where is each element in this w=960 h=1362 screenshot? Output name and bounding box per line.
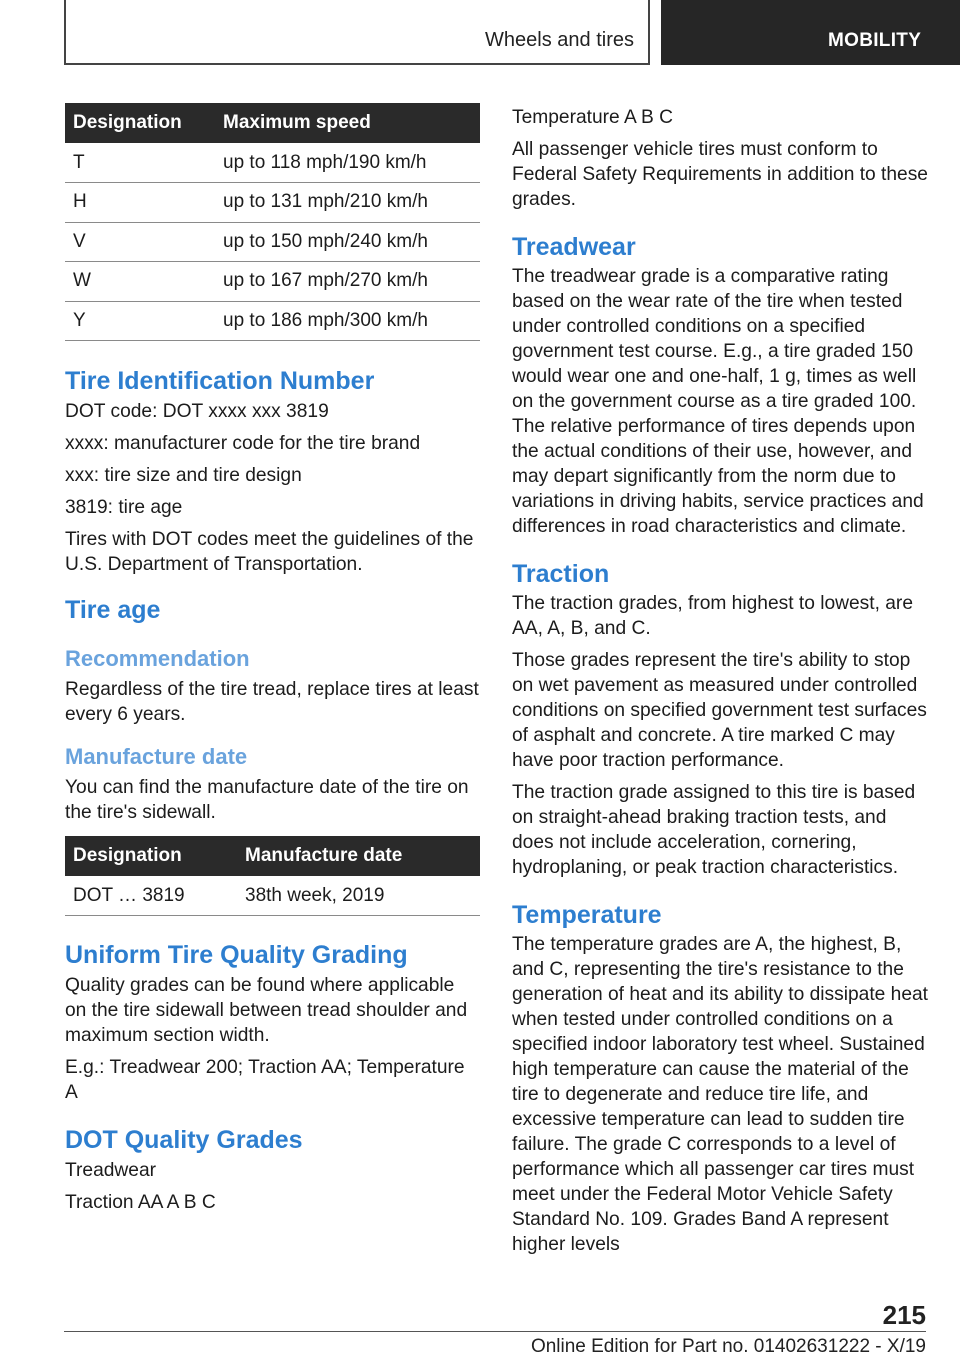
recommendation-text: Regardless of the tire tread, replace tires at least every 6 years. <box>65 679 479 725</box>
footer-divider <box>64 1331 926 1332</box>
tire-age-heading: Tire age <box>65 596 161 624</box>
table-cell: W <box>65 262 215 302</box>
header-chapter-title: MOBILITY <box>828 30 922 51</box>
traction-text: The traction grade assigned to this tire is based on straight-ahead braking traction tests, and does not include acceleration, cornering, hydroplaning, or peak traction characteristics. <box>512 782 916 878</box>
table-cell: H <box>65 183 215 223</box>
conformity-text: All passenger vehicle tires must conform to Federal Safety Requirements in addition to these grades. <box>512 139 928 210</box>
traction-text: The traction grades, from highest to lowest, are AA, A, B, and C. <box>512 593 913 639</box>
table-row <box>65 876 480 916</box>
tin-line: xxx: tire size and tire design <box>65 465 302 486</box>
traction-text: Those grades represent the tire's ability to stop on wet pavement as measured under controlled conditions on specified government test surfaces of asphalt and concrete. A tire marked C may have poor traction performance. <box>512 650 927 771</box>
treadwear-heading: Treadwear <box>512 233 636 261</box>
manufacture-date-text: You can find the manufacture date of the tire on the tire's sidewall. <box>65 777 469 823</box>
manufacture-date-table <box>65 836 480 916</box>
header-section-frame <box>64 0 650 65</box>
left-column <box>65 103 480 1222</box>
temperature-grades-line: Temperature A B C <box>512 107 674 128</box>
dot-grades-line: Treadwear <box>65 1160 156 1181</box>
page-number: 215 <box>882 1300 926 1330</box>
table-header-cell: Manufacture date <box>237 836 480 876</box>
speed-rating-table <box>65 103 480 341</box>
recommendation-heading: Recommendation <box>65 646 250 671</box>
table-cell: T <box>65 143 215 183</box>
footer-edition: Online Edition for Part no. 01402631222 - X/19 <box>530 1336 926 1357</box>
dot-grades-heading: DOT Quality Grades <box>65 1126 303 1154</box>
tin-line: xxxx: manufacturer code for the tire brand <box>65 433 421 454</box>
table-row <box>65 222 480 262</box>
table-cell: up to 131 mph/210 km/h <box>215 183 480 223</box>
tin-heading: Tire Identification Number <box>65 367 375 395</box>
header-section-title: Wheels and tires <box>485 29 634 51</box>
utqg-heading: Uniform Tire Quality Grading <box>65 941 408 969</box>
table-row <box>65 301 480 341</box>
table-header-cell: Maximum speed <box>215 103 480 143</box>
table-cell: V <box>65 222 215 262</box>
temperature-heading: Temperature <box>512 901 662 929</box>
dot-grades-line: Traction AA A B C <box>65 1192 216 1213</box>
header-chapter-tab <box>661 0 960 65</box>
utqg-paragraph: Quality grades can be found where applicable on the tire sidewall between tread shoulder and maximum section width. <box>65 975 468 1046</box>
table-header-cell: Designation <box>65 103 215 143</box>
table-cell: up to 118 mph/190 km/h <box>215 143 480 183</box>
treadwear-text: The treadwear grade is a comparative rating based on the wear rate of the tire when tested under controlled conditions on a specified government test course. E.g., a tire graded 150 would wear one and one-half, 1 g, times as well on the government course as a tire graded 100. The relative performance of tires depends upon the actual conditions of their use, however, and may depart significantly from the norm due to variations in driving habits, service practices and differences in road characteristics and climate. <box>512 266 924 537</box>
table-row <box>65 262 480 302</box>
table-cell: up to 150 mph/240 km/h <box>215 222 480 262</box>
table-row <box>65 143 480 183</box>
table-cell: up to 167 mph/270 km/h <box>215 262 480 302</box>
tin-line: DOT code: DOT xxxx xxx 3819 <box>65 401 329 422</box>
temperature-text: The temperature grades are A, the highest, B, and C, representing the tire's resistance to the generation of heat and its ability to dissipate heat when tested under controlled conditions on a specified indoor laboratory test wheel. Sustained high temperature can cause the material of the tire to degenerate and reduce tire life, and excessive temperature can lead to sudden tire failure. The grade C corresponds to a level of performance which all passenger car tires must meet under the Federal Motor Vehicle Safety Standard No. 109. Grades Band A represent higher levels <box>512 934 929 1255</box>
table-header-cell: Designation <box>65 836 237 876</box>
table-cell: DOT … 3819 <box>65 876 237 916</box>
right-column <box>512 105 932 1264</box>
table-cell: up to 186 mph/300 km/h <box>215 301 480 341</box>
tin-line: 3819: tire age <box>65 497 183 518</box>
table-header-row <box>65 836 480 876</box>
table-row <box>65 183 480 223</box>
table-cell: Y <box>65 301 215 341</box>
utqg-example: E.g.: Treadwear 200; Traction AA; Temperature A <box>65 1057 465 1103</box>
table-header-row <box>65 103 480 143</box>
tin-line: Tires with DOT codes meet the guidelines of the U.S. Department of Transportation. <box>65 529 474 575</box>
table-cell: 38th week, 2019 <box>237 876 480 916</box>
manufacture-date-heading: Manufacture date <box>65 744 248 769</box>
traction-heading: Traction <box>512 560 610 588</box>
